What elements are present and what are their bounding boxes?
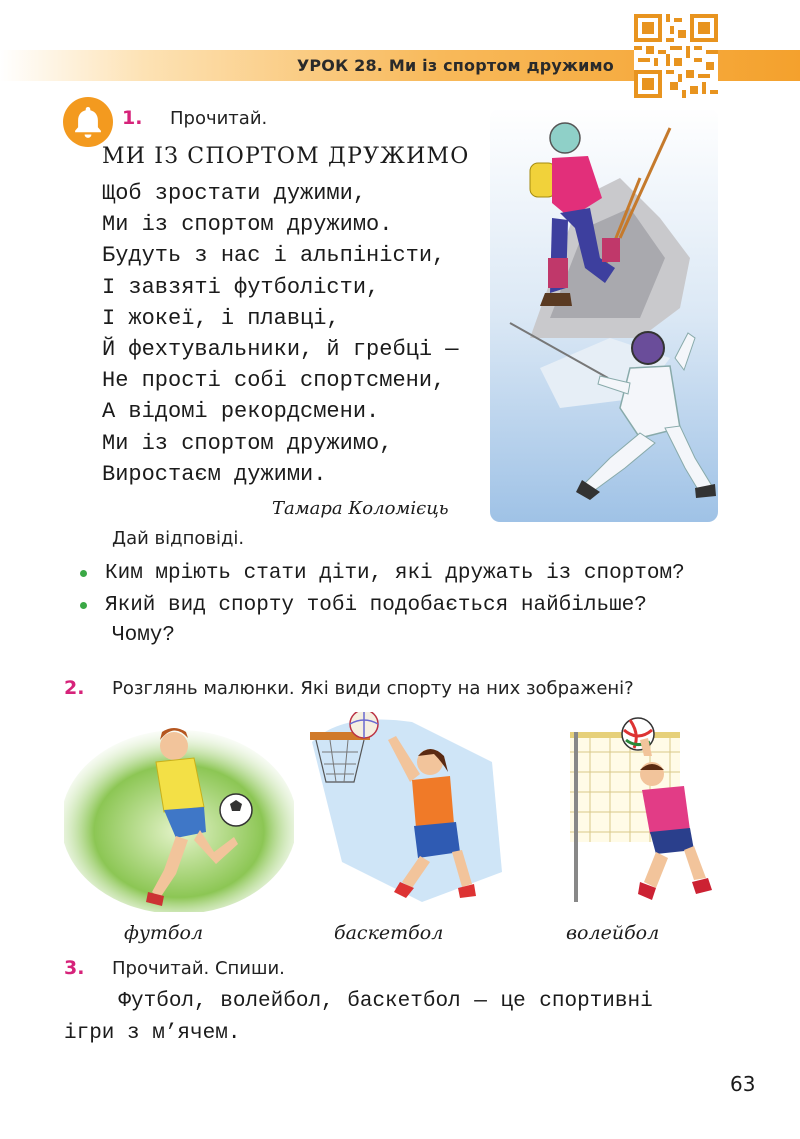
poem-line: Виростаєм дужими. bbox=[102, 461, 327, 487]
basketball-illustration bbox=[302, 712, 512, 912]
task1-number: 1. bbox=[122, 107, 143, 129]
poem-line: І жокеї, і плавці, bbox=[102, 305, 340, 331]
poem-line: Й фехтувальники, й гребці — bbox=[102, 336, 459, 362]
poem-line: І завзяті футболісти, bbox=[102, 274, 380, 300]
question-text: Чому? bbox=[112, 624, 176, 647]
task2-instruction: Розглянь малюнки. Які види спорту на них зображені? bbox=[112, 678, 634, 699]
poem-line: Будуть з нас і альпіністи, bbox=[102, 243, 446, 269]
poem-line: Не прості собі спортсмени, bbox=[102, 368, 446, 394]
poem-line: Щоб зростати дужими, bbox=[102, 181, 367, 206]
poem-title: МИ ІЗ СПОРТОМ ДРУЖИМО bbox=[102, 144, 470, 169]
football-illustration bbox=[64, 712, 294, 912]
poem-line: А відомі рекордсмени. bbox=[102, 399, 380, 425]
poem-author: Тамара Коломієць bbox=[272, 498, 449, 519]
poem-line: Ми із спортом дружимо. bbox=[102, 212, 393, 238]
caption-basketball: баскетбол bbox=[334, 922, 444, 944]
bullet-icon bbox=[80, 570, 87, 577]
task3-instruction: Прочитай. Спиши. bbox=[112, 958, 285, 979]
task2-number: 2. bbox=[64, 677, 85, 699]
qr-code-icon[interactable] bbox=[634, 14, 718, 98]
poem-line: Ми із спортом дружимо, bbox=[102, 430, 393, 456]
lesson-title: УРОК 28. Ми із спортом дружимо bbox=[296, 56, 614, 75]
question-item bbox=[80, 590, 647, 622]
question-text: Ким мріють стати діти, які дружать із спортом? bbox=[105, 562, 685, 585]
question-text: Який вид спорту тобі подобається найбільше? bbox=[105, 594, 647, 617]
climber-fencer-illustration bbox=[490, 108, 718, 522]
task1-instruction: Прочитай. bbox=[170, 108, 268, 129]
caption-football: футбол bbox=[124, 922, 204, 944]
page-number: 63 bbox=[730, 1072, 756, 1096]
task3-number: 3. bbox=[64, 957, 85, 979]
volleyball-illustration bbox=[560, 712, 720, 912]
caption-volleyball: волейбол bbox=[566, 922, 660, 944]
poem bbox=[102, 178, 458, 490]
bullet-icon bbox=[80, 602, 87, 609]
question-item bbox=[80, 558, 685, 590]
bell-icon bbox=[62, 96, 114, 148]
copy-text-line: Футбол, волейбол, баскетбол — це спортивні bbox=[64, 990, 653, 1013]
answer-prompt: Дай відповіді. bbox=[112, 528, 245, 549]
copy-text-line: ігри з м’ячем. bbox=[64, 1022, 241, 1045]
